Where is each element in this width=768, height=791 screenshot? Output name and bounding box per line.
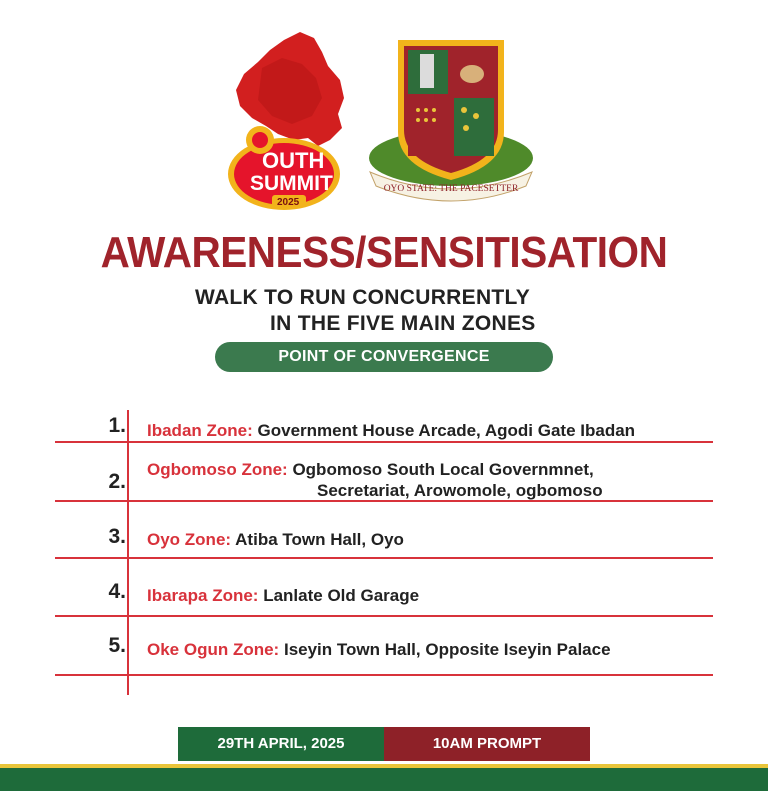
list-divider	[55, 615, 713, 617]
list-item	[147, 585, 419, 606]
crest-motto: OYO STATE: THE PACESETTER	[383, 184, 519, 194]
convergence-badge: POINT OF CONVERGENCE	[215, 342, 553, 372]
footer-bar	[0, 768, 768, 791]
zone-name: Oke Ogun Zone:	[147, 640, 280, 659]
list-item-number: 2.	[108, 470, 126, 493]
list-item	[147, 420, 635, 441]
zone-location: Atiba Town Hall, Oyo	[235, 530, 404, 549]
list-divider	[55, 557, 713, 559]
list-divider	[55, 674, 713, 676]
list-item	[147, 529, 404, 550]
logo-text-summit: SUMMIT	[250, 172, 333, 195]
logo-text-year: 2025	[277, 197, 300, 208]
zone-name: Ibarapa Zone:	[147, 586, 259, 605]
list-item-number: 3.	[108, 525, 126, 548]
event-time: 10AM PROMPT	[384, 727, 590, 761]
zone-name: Oyo Zone:	[147, 530, 232, 549]
zone-location: Lanlate Old Garage	[263, 586, 420, 605]
zone-location: Iseyin Town Hall, Opposite Iseyin Palace	[283, 640, 611, 659]
list-divider	[55, 441, 713, 443]
list-item	[147, 639, 611, 660]
zone-location-line2: Secretariat, Arowomole, ogbomoso	[317, 481, 603, 500]
subheading-line2: IN THE FIVE MAIN ZONES	[270, 312, 536, 335]
list-item-number: 1.	[108, 414, 126, 437]
list-divider-vertical	[127, 410, 129, 695]
list-item-number: 4.	[108, 580, 126, 603]
oyo-state-crest	[360, 30, 542, 208]
list-item-number: 5.	[108, 634, 126, 657]
zone-location: Government House Arcade, Agodi Gate Ibadan	[257, 421, 636, 440]
logo-text-outh: OUTH	[262, 148, 325, 173]
zone-name: Ibadan Zone:	[147, 421, 253, 440]
page-title: AWARENESS/SENSITISATION	[100, 228, 668, 277]
zone-name: Ogbomoso Zone:	[147, 460, 288, 479]
event-date: 29TH APRIL, 2025	[178, 727, 384, 761]
zone-location: Ogbomoso South Local Governmnet,	[292, 460, 594, 479]
youth-summit-logo	[222, 28, 362, 213]
subheading-line1: WALK TO RUN CONCURRENTLY	[195, 286, 531, 309]
list-item	[147, 459, 603, 501]
